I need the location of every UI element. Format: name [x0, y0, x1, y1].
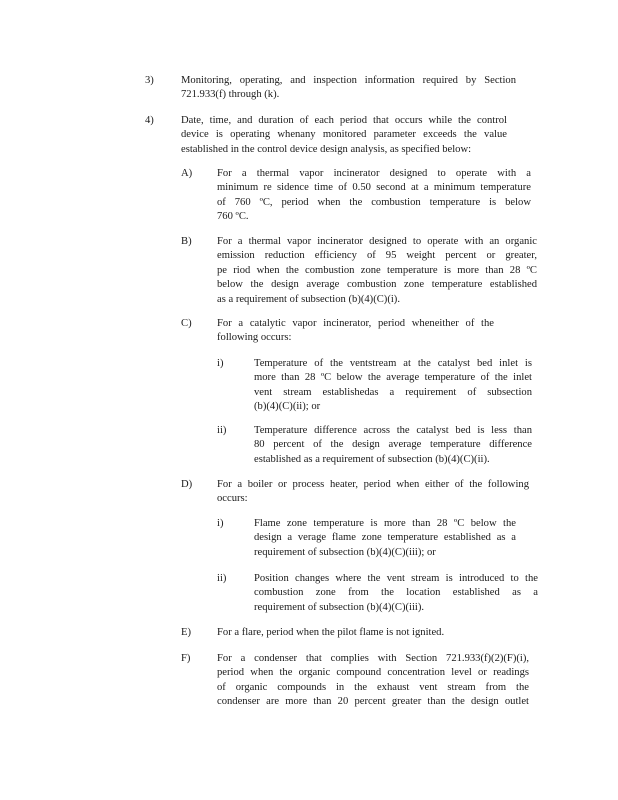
- subitem-c-i-text: [254, 357, 532, 415]
- text-line: device is operating whenany monitored parameter exceeds the value: [181, 129, 507, 141]
- text-line: following occurs:: [217, 332, 292, 344]
- subitem-d-text: [217, 478, 529, 507]
- item-3-label: 3): [145, 75, 154, 86]
- text-line: below the design average combustion zone temperature established: [217, 279, 537, 291]
- text-line: emission reduction efficiency of 95 weight percent or greater,: [217, 250, 537, 262]
- text-line: occurs:: [217, 493, 248, 505]
- subitem-a-text: [217, 167, 531, 225]
- subitem-c-label: C): [181, 318, 192, 329]
- text-line: For a catalytic vapor incinerator, period wheneither of the: [217, 318, 494, 329]
- text-line: pe riod when the combustion zone temperature is more than 28 ºC: [217, 264, 537, 276]
- text-line: design a verage flame zone temperature established as a: [254, 532, 516, 544]
- text-line: Date, time, and duration of each period that occurs while the control: [181, 115, 507, 126]
- subitem-f-text: [217, 652, 529, 710]
- text-line: as a requirement of subsection (b)(4)(C)(i).: [217, 293, 400, 305]
- subitem-d-label: D): [181, 479, 193, 490]
- text-line: of 760 ºC, period when the combustion temperature is below: [217, 196, 531, 208]
- subitem-b-label: B): [181, 236, 192, 247]
- text-line: Temperature of the ventstream at the catalyst bed inlet is: [254, 358, 532, 369]
- text-line: For a flare, period when the pilot flame is not ignited.: [217, 627, 445, 638]
- text-line: combustion zone from the location established as a: [254, 587, 538, 599]
- text-line: Monitoring, operating, and inspection information required by Section: [181, 75, 516, 86]
- subitem-f-label: F): [181, 653, 191, 664]
- text-line: requirement of subsection (b)(4)(C)(iii).: [254, 601, 425, 613]
- item-4-text: [181, 114, 507, 157]
- text-line: requirement of subsection (b)(4)(C)(iii); or: [254, 546, 436, 558]
- text-line: 80 percent of the design average temperature difference: [254, 439, 532, 451]
- subitem-c-ii-label: ii): [217, 425, 227, 436]
- text-line: Position changes where the vent stream is introduced to the: [254, 573, 538, 584]
- text-line: period when the organic compound concentration level or readings: [217, 667, 529, 679]
- subitem-b-text: [217, 235, 537, 307]
- item-3-text: [181, 74, 516, 103]
- subitem-a-label: A): [181, 168, 193, 179]
- text-line: more than 28 ºC below the average temperature of the inlet: [254, 372, 532, 384]
- subitem-d-i-text: [254, 517, 516, 560]
- subitem-e-text: [217, 626, 477, 640]
- text-line: For a condenser that complies with Section 721.933(f)(2)(F)(i),: [217, 653, 529, 664]
- text-line: of organic compounds in the exhaust vent stream from the: [217, 681, 529, 693]
- subitem-e-label: E): [181, 627, 191, 638]
- text-line: minimum re sidence time of 0.50 second at a minimum temperature: [217, 182, 531, 194]
- text-line: For a thermal vapor incinerator designed to operate with a: [217, 168, 531, 179]
- subitem-d-i-label: i): [217, 518, 224, 529]
- subitem-d-ii-label: ii): [217, 573, 227, 584]
- subitem-c-text: [217, 317, 494, 346]
- text-line: vent stream establishedas a requirement of subsection: [254, 386, 532, 398]
- text-line: condenser are more than 20 percent greater than the design outlet: [217, 696, 529, 708]
- text-line: 721.933(f) through (k).: [181, 89, 280, 101]
- subitem-c-i-label: i): [217, 358, 224, 369]
- text-line: (b)(4)(C)(ii); or: [254, 401, 321, 413]
- text-line: established in the control device design analysis, as specified below:: [181, 143, 472, 155]
- text-line: 760 ºC.: [217, 211, 249, 223]
- text-line: For a boiler or process heater, period when either of the following: [217, 479, 529, 490]
- text-line: Flame zone temperature is more than 28 ºC below the: [254, 518, 516, 529]
- text-line: Temperature difference across the catalyst bed is less than: [254, 425, 532, 436]
- item-4-label: 4): [145, 115, 154, 126]
- subitem-c-ii-text: [254, 424, 532, 467]
- subitem-d-ii-text: [254, 572, 538, 615]
- text-line: established as a requirement of subsection (b)(4)(C)(ii).: [254, 453, 490, 465]
- text-line: For a thermal vapor incinerator designed to operate with an organic: [217, 236, 537, 247]
